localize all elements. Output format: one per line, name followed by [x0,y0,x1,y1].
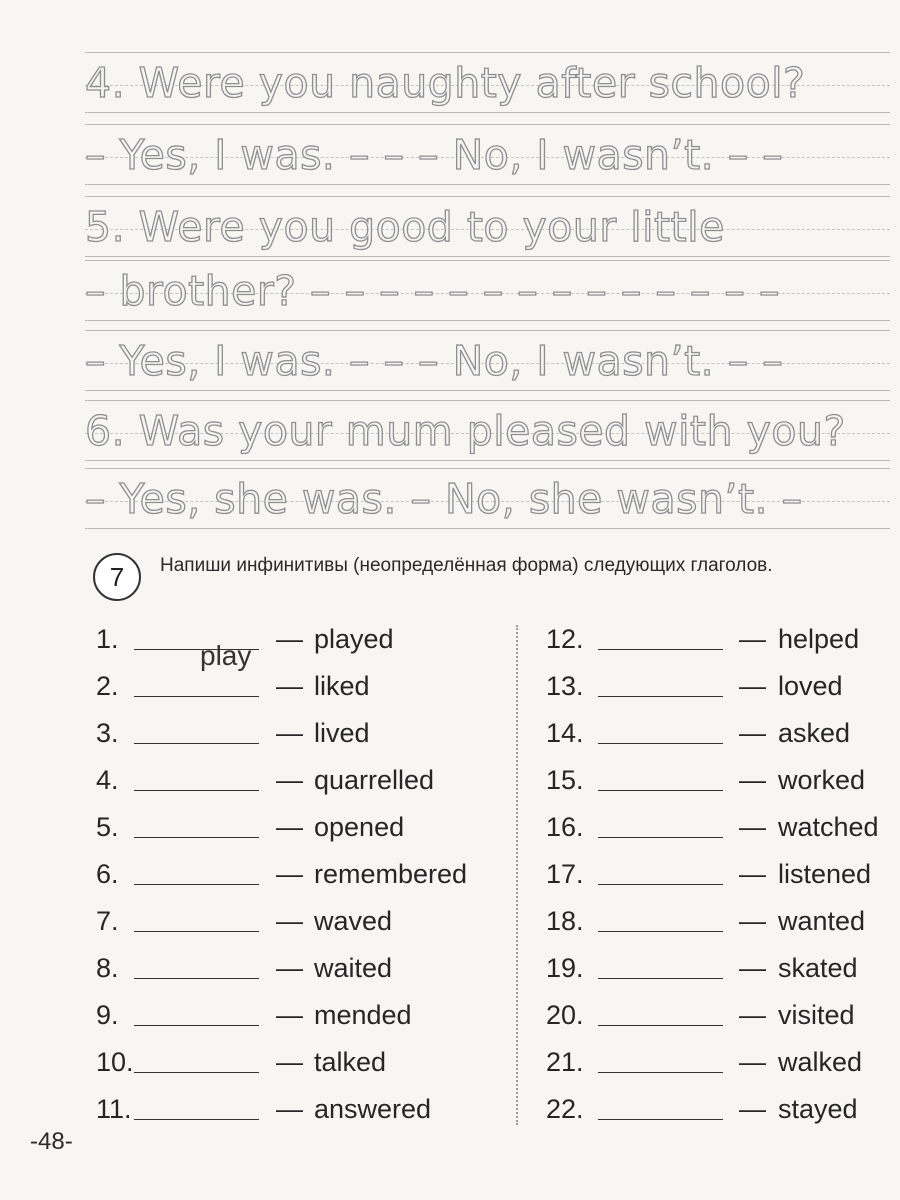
verb-item [96,714,506,761]
trace-row [85,52,890,118]
answer-blank[interactable] [598,978,723,979]
trace-row [85,196,890,262]
verb-item [546,855,891,902]
dash-separator: — [739,953,766,983]
past-tense-verb: worked [778,765,866,795]
item-number: 20. [546,1000,584,1030]
trace-row [85,400,890,466]
item-number: 16. [546,812,584,842]
verb-item [96,620,506,671]
trace-text: 5. Were you good to your little [85,203,725,251]
past-tense-verb: talked [314,1047,387,1077]
answer-blank[interactable] [134,640,259,671]
dash-separator: — [739,1000,766,1030]
trace-text: – Yes, she was. – No, she wasn’t. – [85,475,803,523]
trace-text: – brother? – – – – – – – – – – – – – – [85,267,780,315]
trace-text: 6. Was your mum pleased with you? [85,407,846,455]
answer-blank[interactable] [598,790,723,791]
dash-separator: — [739,1094,766,1124]
past-tense-verb: listened [778,859,872,889]
past-tense-verb: remembered [314,859,468,889]
column-divider [516,625,518,1125]
trace-text: – Yes, I was. – – – No, I wasn’t. – – [85,131,784,179]
item-number: 2. [96,671,119,701]
dash-separator: — [276,812,303,842]
answer-blank[interactable] [598,884,723,885]
dash-separator: — [276,1094,303,1124]
past-tense-verb: watched [778,812,879,842]
past-tense-verb: asked [778,718,851,748]
verb-item [546,620,891,667]
answer-blank[interactable] [134,837,259,838]
dash-separator: — [739,765,766,795]
past-tense-verb: walked [778,1047,863,1077]
past-tense-verb: lived [314,718,370,748]
answer-blank[interactable] [598,1119,723,1120]
past-tense-verb: opened [314,812,405,842]
item-number: 8. [96,953,119,983]
past-tense-verb: loved [778,671,843,701]
past-tense-verb: mended [314,1000,412,1030]
item-number: 11. [96,1094,132,1124]
past-tense-verb: stayed [778,1094,858,1124]
item-number: 13. [546,671,584,701]
verb-item [96,1043,506,1090]
item-number: 9. [96,1000,119,1030]
verb-item [546,1090,891,1137]
answer-blank[interactable] [598,1072,723,1073]
verb-item [96,761,506,808]
answer-blank[interactable] [134,1119,259,1120]
past-tense-verb: answered [314,1094,432,1124]
handwritten-answer: play [200,640,252,671]
item-number: 18. [546,906,584,936]
answer-blank[interactable] [134,790,259,791]
item-number: 21. [546,1047,584,1077]
past-tense-verb: skated [778,953,858,983]
verb-item [546,667,891,714]
answer-blank[interactable] [598,743,723,744]
item-number: 7. [96,906,119,936]
verb-item [96,902,506,949]
verb-item [546,714,891,761]
answer-blank[interactable] [134,931,259,932]
dash-separator: — [276,1000,303,1030]
verb-item [96,949,506,996]
dash-separator: — [276,906,303,936]
past-tense-verb: quarrelled [314,765,435,795]
item-number: 22. [546,1094,584,1124]
trace-row [85,330,890,396]
item-number: 5. [96,812,119,842]
answer-blank[interactable] [598,649,723,650]
dash-separator: — [739,1047,766,1077]
verb-item [96,667,506,714]
past-tense-verb: waved [314,906,393,936]
verb-item [546,1043,891,1090]
exercise-number-badge: 7 [93,553,141,601]
verb-item [546,949,891,996]
verb-item [96,855,506,902]
item-number: 4. [96,765,119,795]
item-number: 14. [546,718,584,748]
dash-separator: — [276,953,303,983]
verb-item [546,996,891,1043]
dash-separator: — [739,812,766,842]
dash-separator: — [739,718,766,748]
trace-text: 4. Were you naughty after school? [85,59,806,107]
item-number: 6. [96,859,119,889]
verb-list-left [96,620,506,1137]
past-tense-verb: played [314,624,394,654]
past-tense-verb: wanted [778,906,866,936]
dash-separator: — [739,906,766,936]
dash-separator: — [276,765,303,795]
past-tense-verb: waited [314,953,393,983]
trace-text: – Yes, I was. – – – No, I wasn’t. – – [85,337,784,385]
past-tense-verb: helped [778,624,860,654]
item-number: 3. [96,718,119,748]
dash-separator: — [739,859,766,889]
dash-separator: — [739,671,766,701]
past-tense-verb: liked [314,671,370,701]
item-number: 12. [546,624,584,654]
answer-blank[interactable] [134,884,259,885]
answer-blank[interactable] [598,1025,723,1026]
answer-blank[interactable] [134,743,259,744]
verb-item [546,902,891,949]
item-number: 19. [546,953,584,983]
past-tense-verb: visited [778,1000,855,1030]
item-number: 17. [546,859,584,889]
dash-separator: — [739,624,766,654]
answer-blank[interactable] [134,978,259,979]
verb-list-right [546,620,891,1137]
answer-blank[interactable] [598,931,723,932]
item-number: 10. [96,1047,134,1077]
exercise-instruction: Напиши инфинитивы (неопределённая форма) следующих глаголов. [160,555,773,576]
answer-blank[interactable] [598,696,723,697]
dash-separator: — [276,624,303,654]
trace-row [85,260,890,326]
page-number: -48- [30,1128,73,1155]
answer-blank[interactable] [134,1072,259,1073]
verb-item [546,808,891,855]
dash-separator: — [276,1047,303,1077]
verb-item [546,761,891,808]
item-number: 1. [96,624,119,654]
answer-blank[interactable] [134,1025,259,1026]
dash-separator: — [276,671,303,701]
trace-row [85,468,890,534]
verb-item [96,996,506,1043]
verb-item [96,1090,506,1137]
dash-separator: — [276,718,303,748]
trace-row [85,124,890,190]
item-number: 15. [546,765,584,795]
answer-blank[interactable] [134,696,259,697]
answer-blank[interactable] [598,837,723,838]
verb-item [96,808,506,855]
dash-separator: — [276,859,303,889]
